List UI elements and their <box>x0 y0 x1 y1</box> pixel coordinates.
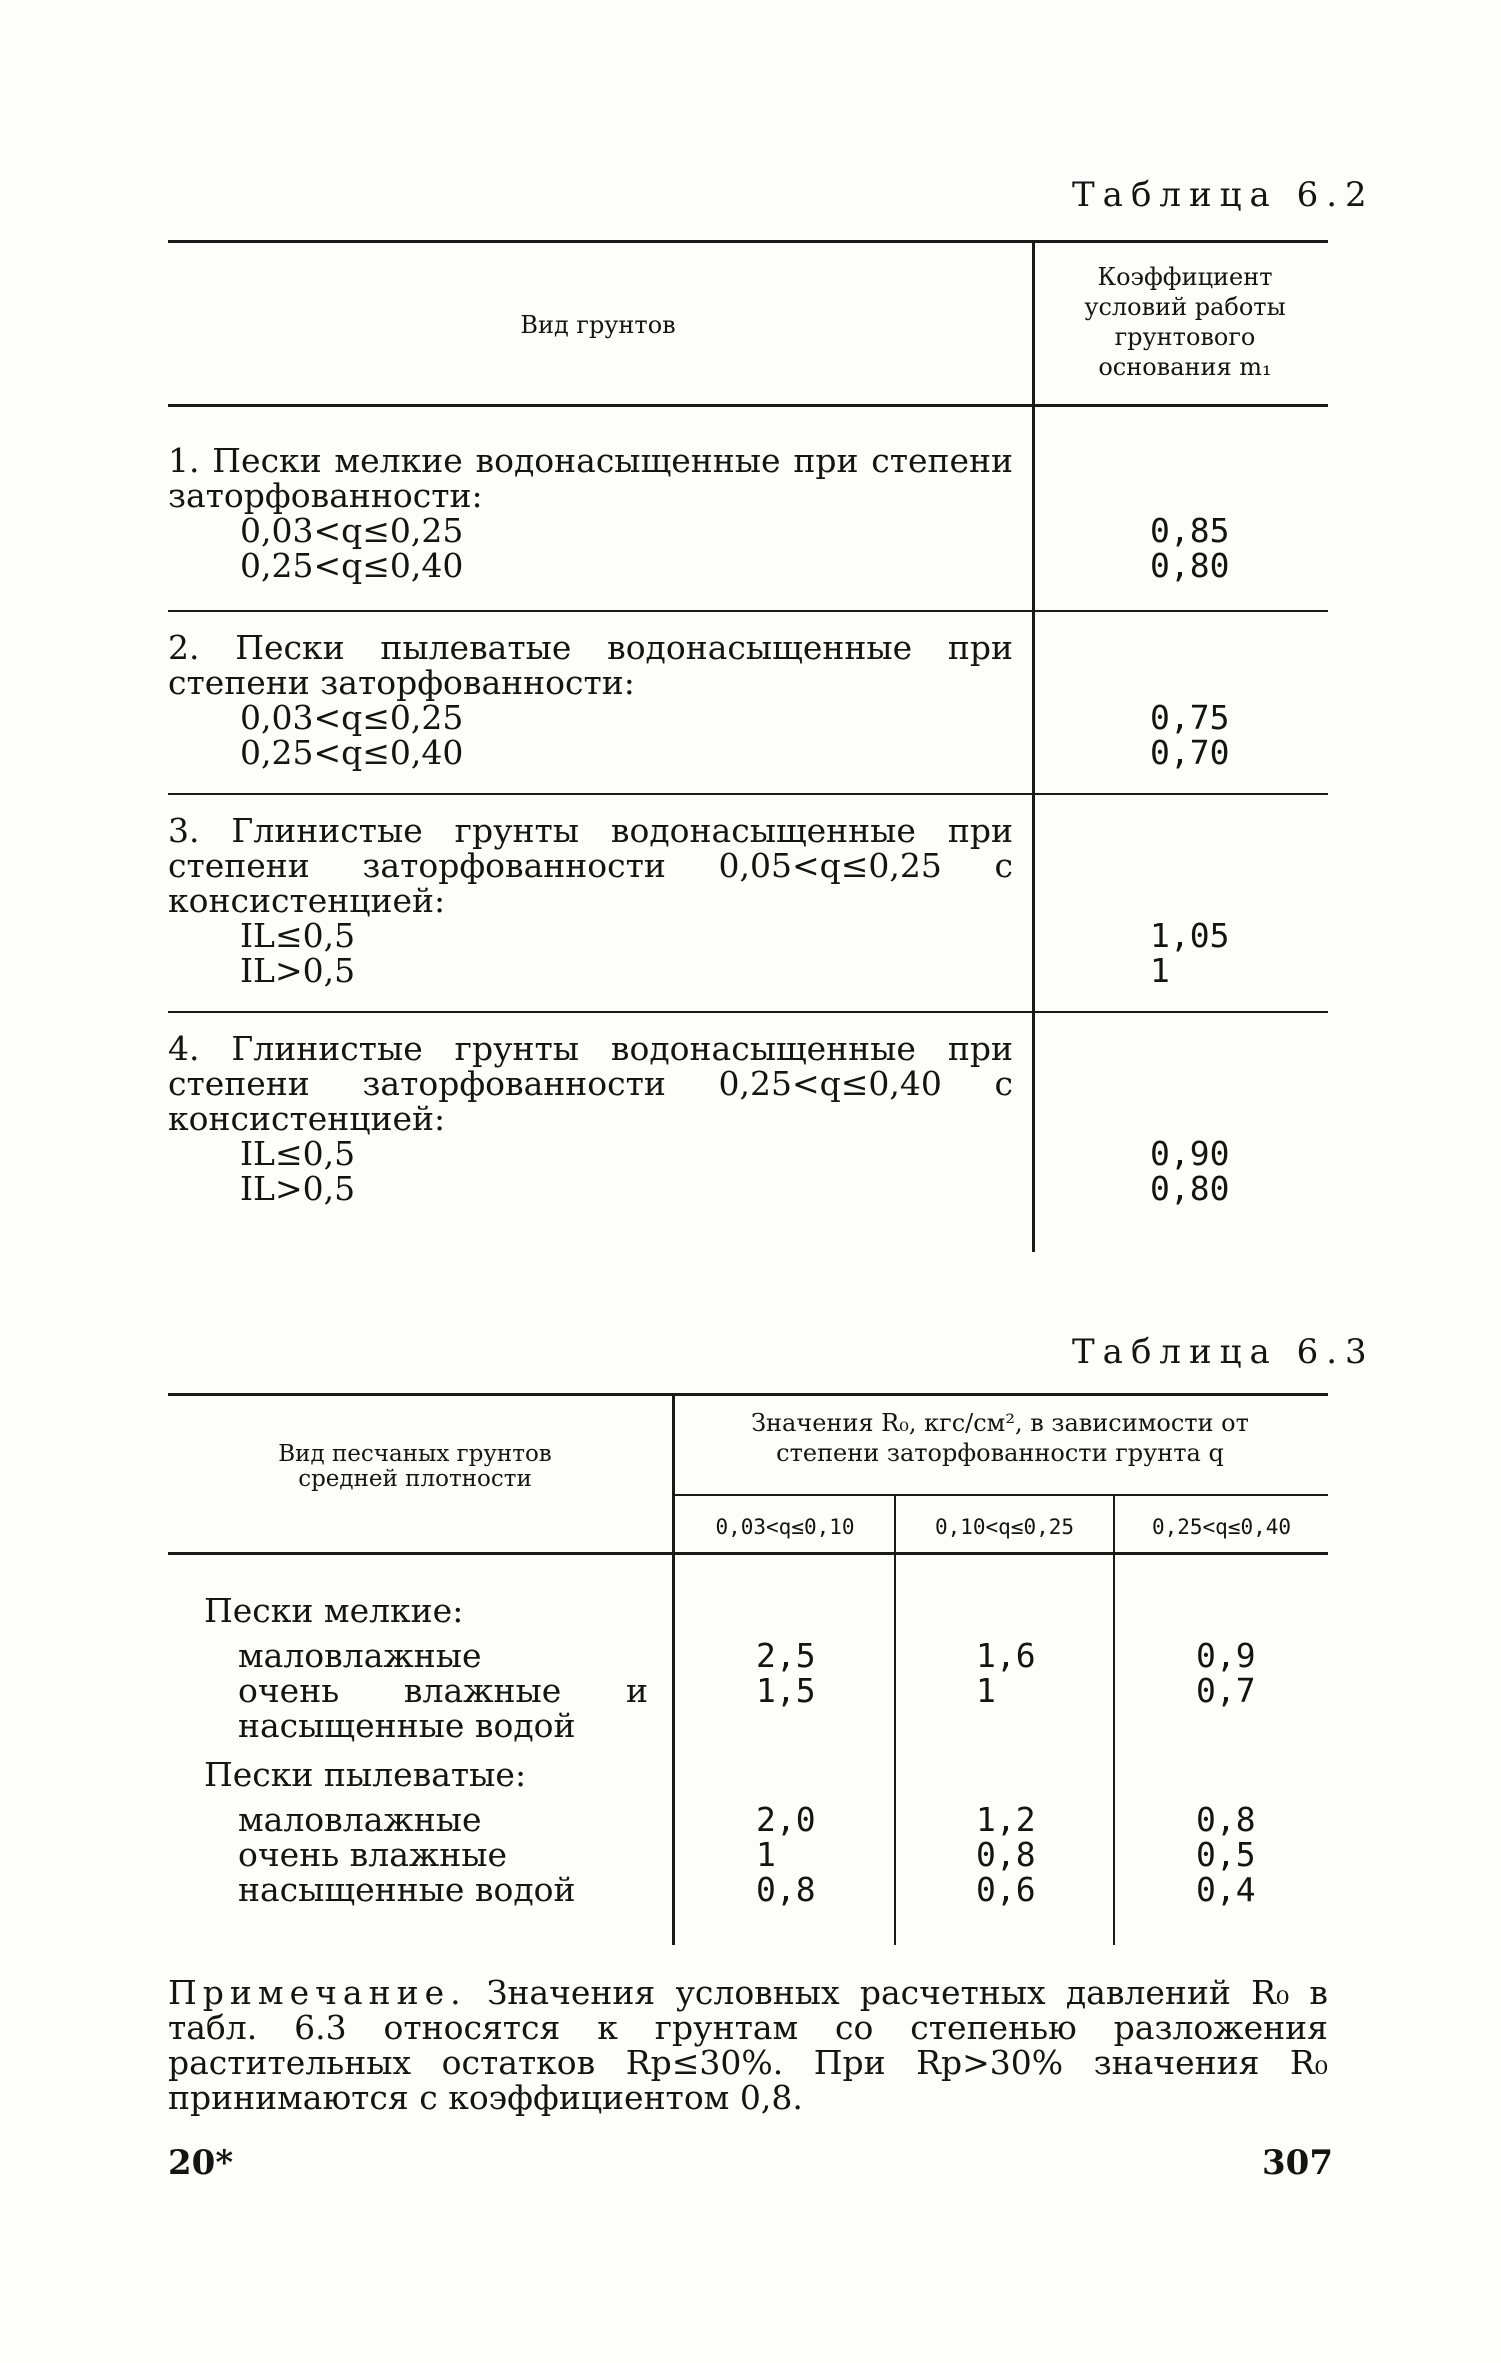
row-description: 4. Глинистые грунты водонасыщенные при степени заторфованности 0,25<q≤0,40 с консистенцией: <box>168 1029 1013 1138</box>
table-6-3-value: 1,2 <box>976 1800 1036 1839</box>
table-6-3-value: 1,6 <box>976 1636 1036 1675</box>
table-6-2-value: 0,70 <box>1150 733 1230 772</box>
table-6-2-value: 0,80 <box>1150 546 1230 585</box>
table-6-3-item-label: очень влажные и насыщенные водой <box>238 1671 648 1745</box>
row-condition: IL>0,5 <box>240 951 356 990</box>
signature-mark: 20* <box>168 2143 234 2183</box>
table-6-3-group-header: Значения R₀, кгс/см², в зависимости от степени заторфованности грунта q <box>751 1409 1249 1467</box>
table-6-2-row-rule <box>168 610 1328 612</box>
table-6-3-subheader: 0,03<q≤0,10 <box>715 1515 855 1539</box>
table-6-3-group-title: Пески мелкие: <box>204 1591 464 1630</box>
table-6-3-top-rule <box>168 1393 1328 1396</box>
table-6-3-value: 0,5 <box>1196 1835 1256 1874</box>
table-6-2-col2-header: Коэффициент условий работы грунтового основания m₁ <box>1084 263 1286 381</box>
table-6-3-caption: Таблица 6.3 <box>1072 1332 1375 1372</box>
row-condition: IL>0,5 <box>240 1169 356 1208</box>
table-6-3-value: 0,6 <box>976 1870 1036 1909</box>
table-6-2-header-rule <box>168 404 1328 407</box>
table-6-2-top-rule <box>168 240 1328 243</box>
table-6-3-value: 0,7 <box>1196 1671 1256 1710</box>
table-6-3-value: 0,8 <box>756 1870 816 1909</box>
table-6-3-value: 0,4 <box>1196 1870 1256 1909</box>
table-6-2-row <box>168 630 1013 770</box>
table-6-3-value: 0,8 <box>1196 1800 1256 1839</box>
table-6-3-item-label: очень влажные <box>238 1835 508 1874</box>
table-6-2-value: 0,75 <box>1150 698 1230 737</box>
row-condition: IL≤0,5 <box>240 916 356 955</box>
row-condition: IL≤0,5 <box>240 1134 356 1173</box>
table-6-2-col1-header: Вид грунтов <box>520 311 676 339</box>
table-6-3-col1-header: Вид песчаных грунтов средней плотности <box>278 1441 552 1492</box>
table-6-2-row <box>168 813 1013 988</box>
table-6-3-value: 1 <box>976 1671 996 1710</box>
table-6-3-subheader-rule <box>675 1494 1328 1496</box>
footnote-text: Значения условных расчетных давлений R₀ в табл. 6.3 относятся к грунтам со степенью разложения растительных остатков Rр≤30%. При Rр>30% значения R₀ принимаются с коэффициентом 0,8. <box>168 1973 1328 2117</box>
table-6-2-row <box>168 443 1013 583</box>
table-6-2-column-divider <box>1032 242 1035 1252</box>
table-6-3-value: 1 <box>756 1835 776 1874</box>
row-description: 2. Пески пылеватые водонасыщенные при степени заторфованности: <box>168 628 1013 702</box>
row-condition: 0,03<q≤0,25 <box>240 698 464 737</box>
table-6-3-value: 2,5 <box>756 1636 816 1675</box>
table-6-3-divider-2 <box>894 1496 896 1945</box>
table-6-2-row <box>168 1031 1013 1206</box>
table-6-2-row-rule <box>168 793 1328 795</box>
table-6-3-divider-3 <box>1113 1496 1115 1945</box>
table-6-2-value: 1 <box>1150 951 1170 990</box>
table-6-3-divider-1 <box>672 1395 675 1945</box>
table-6-3-value: 2,0 <box>756 1800 816 1839</box>
table-6-2-value: 0,80 <box>1150 1169 1230 1208</box>
footnote-label: Примечание. <box>168 1973 467 2012</box>
row-condition: 0,25<q≤0,40 <box>240 546 464 585</box>
table-6-3-group-title: Пески пылеватые: <box>204 1755 527 1794</box>
page-number: 307 <box>1262 2143 1333 2183</box>
table-6-2-value: 0,85 <box>1150 511 1230 550</box>
table-6-3-value: 1,5 <box>756 1671 816 1710</box>
row-condition: 0,25<q≤0,40 <box>240 733 464 772</box>
table-6-3-item-label: маловлажные <box>238 1800 482 1839</box>
table-6-3-subheader: 0,25<q≤0,40 <box>1151 1515 1292 1539</box>
table-6-3-item-label: насыщенные водой <box>238 1870 576 1909</box>
footnote <box>168 1975 1328 2115</box>
table-6-3-value: 0,9 <box>1196 1636 1256 1675</box>
table-6-2-caption: Таблица 6.2 <box>1072 175 1375 215</box>
table-6-3-header-rule <box>168 1552 1328 1555</box>
row-condition: 0,03<q≤0,25 <box>240 511 464 550</box>
table-6-3-item-label: маловлажные <box>238 1636 482 1675</box>
table-6-3-subheader: 0,10<q≤0,25 <box>934 1515 1075 1539</box>
table-6-2-value: 0,90 <box>1150 1134 1230 1173</box>
table-6-2-value: 1,05 <box>1150 916 1230 955</box>
row-description: 1. Пески мелкие водонасыщенные при степени заторфованности: <box>168 441 1013 515</box>
table-6-2-row-rule <box>168 1011 1328 1013</box>
row-description: 3. Глинистые грунты водонасыщенные при степени заторфованности 0,05<q≤0,25 с консистенцией: <box>168 811 1013 920</box>
table-6-3-value: 0,8 <box>976 1835 1036 1874</box>
